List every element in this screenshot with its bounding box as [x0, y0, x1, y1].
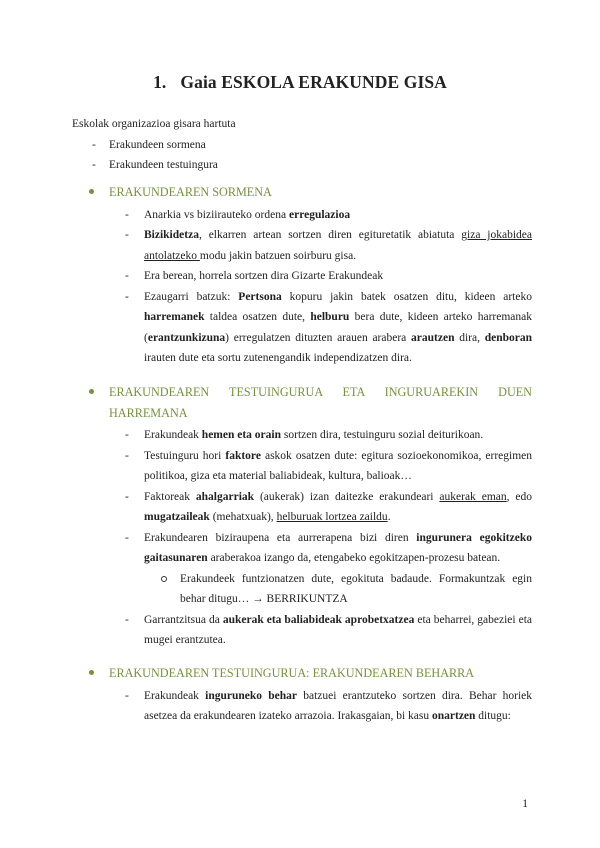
section-heading: ERAKUNDEAREN TESTUINGURUA ETA INGURUAREKIN DUEN HARREMANA	[72, 382, 532, 423]
text: araberakoa izango da, etengabeko egokitzapen-prozesu batean.	[207, 552, 501, 564]
text: modu jakin batzuen soirburu gisa.	[199, 249, 357, 262]
list-item	[72, 528, 532, 610]
bold-text: hemen eta orain	[201, 429, 282, 441]
list-item	[72, 610, 532, 651]
text: irauten dute eta sortu zutenengandik independizatzen dira.	[144, 352, 412, 364]
list-item	[72, 287, 532, 369]
bold-text: ingurunera egokitzeko gaitasunaren	[144, 531, 532, 564]
title-text: Gaia ESKOLA ERAKUNDE GISA	[180, 72, 447, 92]
text: Garrantzitsua da	[144, 613, 223, 626]
text: ditugu:	[475, 710, 511, 722]
text: Anarkia vs biziirauteko ordena	[144, 208, 289, 221]
list-item	[72, 225, 532, 266]
text: bera dute, kideen arteko harremanak (	[144, 311, 532, 344]
bold-text: helburu	[310, 311, 350, 323]
text: , edo	[506, 490, 533, 503]
bold-text: ahalgarriak	[195, 490, 255, 503]
bold-text: aukerak eta baliabideak aprobetxatzea	[222, 613, 415, 626]
bold-text: erantzunkizuna	[147, 331, 226, 344]
text: dira,	[454, 331, 485, 344]
intro-item: - Erakundeen testuingura	[72, 155, 532, 176]
section-items	[72, 686, 532, 727]
page-title	[0, 72, 600, 93]
bold-text: denboran	[484, 331, 532, 344]
text: ) erregulatzen dituzten arauen arabera	[225, 331, 412, 344]
section-erakundearen-beharra	[72, 663, 532, 727]
title-number: 1.	[153, 72, 167, 92]
section-erakundearen-sormena	[72, 182, 532, 369]
list-item	[72, 425, 532, 446]
text: askok osatzen dute: egitura sozioekonomikoa, erregimen politikoa, giza eta material baliabideak, kultura, balioak…	[144, 449, 532, 482]
text: (aukerak) izan daitezke erakundeari	[254, 490, 440, 503]
list-item	[72, 205, 532, 226]
bold-text: arautzen	[411, 331, 455, 344]
section-items	[72, 205, 532, 369]
bold-text: inguruneko behar	[205, 689, 298, 702]
bold-text: onartzen	[431, 710, 476, 722]
text: batzuei erantzuteko sortzen dira. Behar horiek asetzea da erakundearen izateko arrazoia. Irakasgaian, bi kasu	[144, 689, 533, 722]
text: (mehatxuak),	[209, 511, 277, 523]
bold-text: erregulazioa	[288, 208, 351, 221]
section-items	[72, 425, 532, 651]
list-item	[72, 686, 532, 727]
section-erakundearen-testuingurua	[72, 382, 532, 651]
page-number: 1	[522, 798, 528, 810]
text: eta beharrei, gabeziei eta mugei erantzutea.	[144, 613, 533, 646]
bold-text: Pertsona	[238, 290, 282, 303]
text: Erakundeak	[144, 689, 206, 702]
text: sortzen dira, testuinguru sozial deiturikoan.	[281, 429, 484, 441]
text: Erakundearen biziraupena eta aurrerapena bizi diren	[144, 531, 417, 544]
bold-text: Bizikidetza	[144, 229, 199, 241]
text: kopuru jakin batek osatzen ditu, kideen arteko	[281, 290, 532, 303]
sub-list	[72, 569, 532, 610]
text: Faktoreak	[144, 490, 196, 503]
list-item	[72, 487, 532, 528]
text: Testuinguru hori	[144, 449, 226, 462]
section-heading: ERAKUNDEAREN SORMENA	[72, 182, 532, 203]
intro-list	[72, 135, 532, 176]
section-heading: ERAKUNDEAREN TESTUINGURUA: ERAKUNDEAREN BEHARRA	[72, 663, 532, 684]
bold-text: harremanek	[144, 311, 205, 323]
list-item	[72, 446, 532, 487]
sub-list-item: Erakundeek funtzionatzen dute, egokituta badaude. Formakuntzak egin behar ditugu… → BERRIKUNTZA	[72, 569, 532, 610]
text: .	[387, 511, 391, 523]
text: taldea osatzen dute,	[204, 311, 311, 323]
bold-text: mugatzaileak	[144, 511, 210, 523]
text: Ezaugarri batzuk:	[144, 290, 239, 303]
intro-line: Eskolak organizazioa gisara hartuta	[72, 118, 236, 130]
text: Erakundeak	[144, 429, 202, 441]
intro-block	[72, 114, 532, 176]
text: , elkarren artean sortzen diren egituretatik abiatuta	[198, 229, 462, 241]
intro-item: - Erakundeen sormena	[72, 135, 532, 156]
underlined-text: giza jokabidea antolatzeko	[144, 229, 533, 262]
underlined-text: helburuak lortzea zaildu	[276, 511, 388, 523]
bold-text: faktore	[225, 449, 261, 462]
list-item: - Era berean, horrela sortzen dira Gizarte Erakundeak	[72, 266, 532, 287]
underlined-text: aukerak eman	[439, 490, 507, 503]
